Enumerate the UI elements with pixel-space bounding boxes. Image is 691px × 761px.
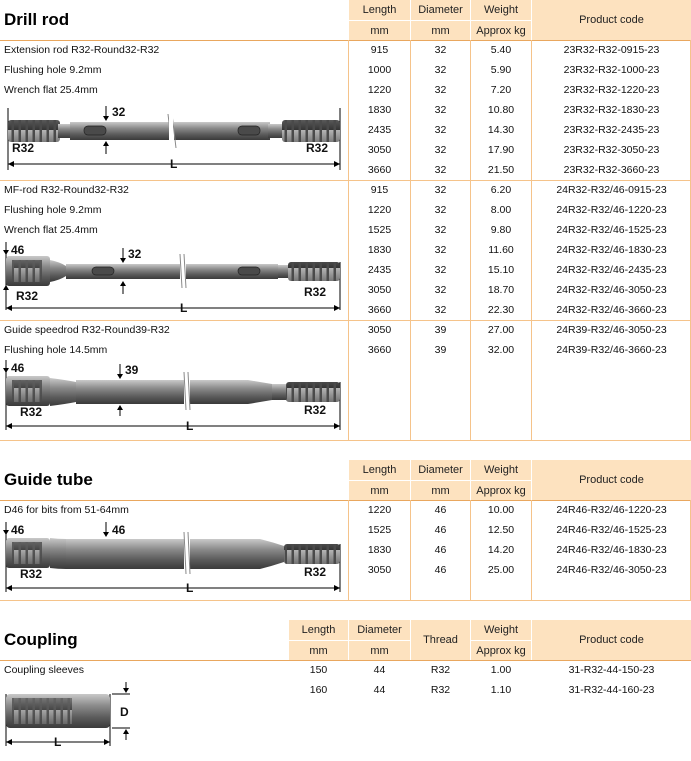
table-cell: 22.30 [487,304,515,316]
extension-rod-figure [0,100,345,180]
header-diameter: Diameter [411,0,470,20]
table-cell: 3050 [367,324,392,336]
coupling-section [0,620,691,761]
table-cell: 32 [434,64,447,76]
thread-label-right: R32 [304,565,327,579]
table-cell: 21.50 [487,164,515,176]
guide-tube-figure [0,520,345,600]
table-cell: 1830 [367,544,392,556]
table-cell: 1000 [367,64,392,76]
header-length: Length [349,460,410,480]
diameter-label: 32 [112,105,126,119]
table-cell: 24R46-R32/46-3050-23 [556,564,667,576]
table-cell: 32 [434,244,447,256]
table-cell: 17.90 [487,144,515,156]
header-length-unit: mm [289,641,348,660]
thread-label-right: R32 [304,403,327,417]
table-cell: 1220 [367,84,392,96]
section-title: Drill rod [4,10,70,29]
table-cell: 32 [434,184,447,196]
table-cell: 14.20 [487,544,515,556]
table-cell: 8.00 [490,204,512,216]
diameter-label: D [120,705,129,719]
top-diameter-label: 46 [11,523,25,537]
table-cell: 10.80 [487,104,515,116]
table-cell: 11.60 [488,244,514,256]
product-description: MF-rod R32-Round32-R32 [4,184,129,196]
table-cell: 14.30 [487,124,515,136]
table-cell: 23R32-R32-1220-23 [563,84,660,96]
product-description: Flushing hole 9.2mm [4,64,102,76]
header-length: Length [289,620,348,640]
header-diameter-unit: mm [411,21,470,40]
table-cell: 23R32-R32-3050-23 [563,144,660,156]
header-product-code: Product code [532,460,691,500]
guide-speedrod-figure [0,358,345,438]
header-weight-unit: Approx kg [471,641,531,660]
table-cell: 32 [434,304,447,316]
table-cell: 915 [370,184,389,196]
product-description: Coupling sleeves [4,664,84,676]
table-cell: 7.20 [490,84,512,96]
table-cell: 32 [434,284,447,296]
diameter-label: 39 [125,363,139,377]
table-cell: 3660 [367,304,392,316]
table-cell: 1.00 [490,664,512,676]
header-length-unit: mm [349,21,410,40]
table-cell: 2435 [367,124,392,136]
header-weight: Weight [471,460,531,480]
table-cell: 32 [434,104,447,116]
table-cell: 32 [434,204,447,216]
length-label: L [186,419,194,433]
table-cell: 915 [370,44,389,56]
table-cell: 44 [373,664,386,676]
table-cell: 1220 [367,204,392,216]
diameter-label: 32 [128,247,142,261]
header-product-code: Product code [532,0,691,40]
table-cell: 3050 [367,144,392,156]
thread-label-left: R32 [20,405,43,419]
diameter-label: 46 [112,523,126,537]
table-cell: 32 [434,44,447,56]
table-cell: 44 [373,684,386,696]
section-title: Guide tube [4,470,93,489]
product-description: Extension rod R32-Round32-R32 [4,44,160,56]
product-description: D46 for bits from 51-64mm [4,504,129,516]
table-cell: R32 [430,664,451,676]
table-cell: 32 [434,264,447,276]
table-cell: 3660 [367,344,392,356]
table-cell: 3660 [367,164,392,176]
length-label: L [180,301,188,315]
length-label: L [186,581,194,595]
header-weight-unit: Approx kg [471,481,531,500]
top-diameter-label: 46 [11,243,25,257]
table-cell: 160 [309,684,328,696]
table-cell: 46 [434,544,447,556]
header-diameter: Diameter [411,460,470,480]
thread-label-right: R32 [304,285,327,299]
table-cell: 24R32-R32/46-1525-23 [556,224,667,236]
table-cell: 32 [434,224,447,236]
table-cell: 25.00 [487,564,515,576]
table-cell: 1525 [367,524,392,536]
table-cell: 1525 [367,224,392,236]
table-cell: 15.10 [487,264,515,276]
table-cell: 31-R32-44-150-23 [568,664,655,676]
table-cell: 5.90 [490,64,512,76]
table-cell: 2435 [367,264,392,276]
table-cell: 24R46-R32/46-1830-23 [556,544,667,556]
thread-label-right: R32 [306,141,329,155]
table-cell: 24R39-R32/46-3050-23 [556,324,667,336]
table-cell: 24R46-R32/46-1220-23 [556,504,667,516]
table-cell: 46 [434,504,447,516]
header-diameter: Diameter [349,620,410,640]
table-cell: 5.40 [490,44,512,56]
table-cell: 23R32-R32-3660-23 [563,164,660,176]
thread-label-left: R32 [20,567,43,581]
header-weight: Weight [471,620,531,640]
table-cell: 3050 [367,564,392,576]
product-description: Flushing hole 14.5mm [4,344,108,356]
table-cell: 32 [434,144,447,156]
table-cell: 3050 [367,284,392,296]
table-cell: 24R39-R32/46-3660-23 [556,344,667,356]
thread-label-left: R32 [16,289,39,303]
table-cell: 32.00 [487,344,515,356]
table-cell: 23R32-R32-1830-23 [563,104,660,116]
table-cell: 23R32-R32-1000-23 [563,64,660,76]
table-cell: 12.50 [487,524,515,536]
product-description: Wrench flat 25.4mm [4,84,98,96]
table-cell: 32 [434,124,447,136]
header-length-unit: mm [349,481,410,500]
header-length: Length [349,0,410,20]
length-label: L [54,735,62,749]
table-cell: 32 [434,164,447,176]
table-cell: 46 [434,524,447,536]
table-cell: 24R32-R32/46-2435-23 [556,264,667,276]
table-cell: 24R32-R32/46-1830-23 [556,244,667,256]
top-diameter-label: 46 [11,361,25,375]
mf-rod-figure [0,238,345,318]
table-cell: 27.00 [487,324,515,336]
section-title: Coupling [4,630,78,649]
table-cell: 39 [434,324,447,336]
product-description: Guide speedrod R32-Round39-R32 [4,324,170,336]
table-cell: 150 [309,664,328,676]
header-weight: Weight [471,0,531,20]
table-cell: 39 [434,344,447,356]
table-cell: 46 [434,564,447,576]
header-thread: Thread [411,620,470,660]
product-description: Flushing hole 9.2mm [4,204,102,216]
table-cell: 9.80 [490,224,512,236]
table-cell: 18.70 [487,284,515,296]
table-cell: 1830 [367,104,392,116]
header-product-code: Product code [532,620,691,660]
thread-label-left: R32 [12,141,35,155]
table-cell: R32 [430,684,451,696]
table-cell: 24R32-R32/46-1220-23 [556,204,667,216]
guide-tube-section [0,460,691,601]
header-weight-unit: Approx kg [471,21,531,40]
coupling-figure [0,680,150,760]
table-cell: 23R32-R32-2435-23 [563,124,660,136]
table-cell: 24R32-R32/46-3050-23 [556,284,667,296]
table-cell: 1220 [367,504,392,516]
table-cell: 6.20 [490,184,512,196]
header-diameter-unit: mm [411,481,470,500]
table-cell: 1.10 [490,684,512,696]
table-cell: 31-R32-44-160-23 [568,684,655,696]
header-diameter-unit: mm [349,641,410,660]
table-cell: 1830 [367,244,392,256]
product-description: Wrench flat 25.4mm [4,224,98,236]
table-cell: 24R32-R32/46-3660-23 [556,304,667,316]
table-cell: 24R46-R32/46-1525-23 [556,524,667,536]
table-cell: 24R32-R32/46-0915-23 [556,184,667,196]
table-cell: 23R32-R32-0915-23 [563,44,660,56]
length-label: L [170,157,178,171]
table-cell: 32 [434,84,447,96]
table-cell: 10.00 [487,504,515,516]
